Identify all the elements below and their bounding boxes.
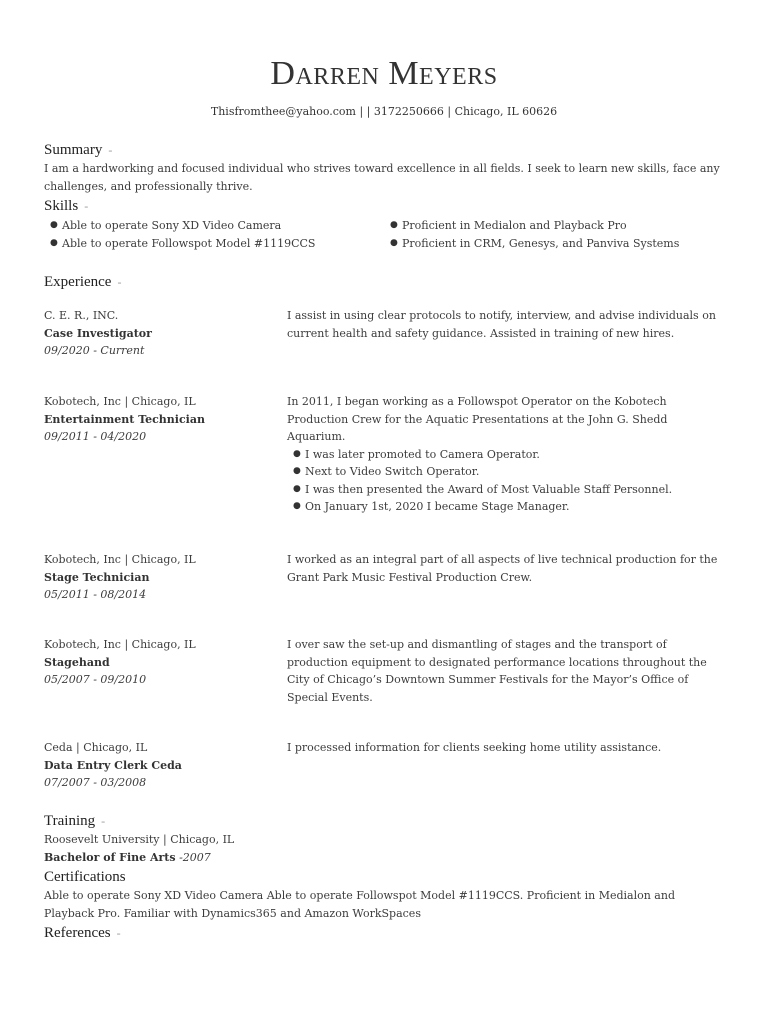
summary-heading xyxy=(44,140,112,160)
job-details xyxy=(287,393,724,516)
job-bullets xyxy=(287,446,724,516)
references-heading-dash: - xyxy=(116,926,121,940)
job-bullet: ● On January 1st, 2020 I became Stage Manager. xyxy=(287,498,724,516)
summary-text: I am a hardworking and focused individual who strives toward excellence in all fields. I seek to learn new skills, face any challenges, and professionally thrive. xyxy=(44,162,720,193)
skills-heading-label: Skills xyxy=(44,198,79,214)
job-dates: 07/2007 - 03/2008 xyxy=(44,776,147,789)
job-title: Entertainment Technician xyxy=(44,412,205,426)
skill-item: ● Able to operate Sony XD Video Camera xyxy=(44,217,315,235)
certifications-text: Able to operate Sony XD Video Camera Able to operate Followspot Model #1119CCS. Proficient in Medialon and Playback Pro. Familiar with Dynamics365 and Amazon WorkSpaces xyxy=(44,889,675,920)
skill-item: ● Proficient in CRM, Genesys, and Panviva Systems xyxy=(384,235,679,253)
job-meta xyxy=(44,551,284,604)
job-dates: 09/2011 - 04/2020 xyxy=(44,430,147,443)
job-bullet: ● I was later promoted to Camera Operator. xyxy=(287,446,724,464)
job-meta xyxy=(44,307,284,360)
job-meta xyxy=(44,393,284,446)
skills-heading-dash: - xyxy=(84,199,89,213)
job-details xyxy=(287,636,724,706)
job-details xyxy=(287,739,724,757)
job-description: I over saw the set-up and dismantling of stages and the transport of production equipment to designated performance locations throughout the City of Chicago’s Downtown Summer Festivals for the Mayor’s Office of Special Events. xyxy=(287,638,707,704)
job-description: I processed information for clients seeking home utility assistance. xyxy=(287,741,662,754)
job-dates: 05/2011 - 08/2014 xyxy=(44,588,147,601)
experience-heading-dash: - xyxy=(117,275,122,289)
references-heading xyxy=(44,923,121,943)
job-title: Stage Technician xyxy=(44,570,150,584)
job-company: Kobotech, Inc | Chicago, IL xyxy=(44,638,196,651)
experience-heading xyxy=(44,272,121,292)
training-entry xyxy=(44,831,724,866)
job-description: I assist in using clear protocols to notify, interview, and advise individuals on current health and safety guidance. Assisted in training of new hires. xyxy=(287,309,716,340)
certifications-heading xyxy=(44,867,126,887)
job-meta xyxy=(44,739,284,792)
job-description: I worked as an integral part of all aspects of live technical production for the Grant Park Music Festival Production Crew. xyxy=(287,553,718,584)
training-heading-dash: - xyxy=(101,814,106,828)
job-title: Case Investigator xyxy=(44,326,152,340)
skills-list-left xyxy=(44,217,315,252)
job-bullet: ● I was then presented the Award of Most Valuable Staff Personnel. xyxy=(287,481,724,499)
job-company: C. E. R., INC. xyxy=(44,309,119,322)
job-bullet: ● Next to Video Switch Operator. xyxy=(287,463,724,481)
job-dates: 09/2020 - Current xyxy=(44,344,145,357)
job-details xyxy=(287,551,724,586)
training-degree-line xyxy=(44,849,724,867)
job-company: Kobotech, Inc | Chicago, IL xyxy=(44,395,196,408)
training-school: Roosevelt University | Chicago, IL xyxy=(44,833,235,846)
skills-heading xyxy=(44,196,88,216)
references-heading-label: References xyxy=(44,925,111,941)
summary-heading-label: Summary xyxy=(44,142,103,158)
skills-list-right xyxy=(384,217,679,252)
job-title: Data Entry Clerk Ceda xyxy=(44,758,182,772)
training-heading xyxy=(44,811,105,831)
job-dates: 05/2007 - 09/2010 xyxy=(44,673,147,686)
certifications-heading-label: Certifications xyxy=(44,869,126,885)
job-meta xyxy=(44,636,284,689)
training-heading-label: Training xyxy=(44,813,96,829)
job-company: Ceda | Chicago, IL xyxy=(44,741,148,754)
summary-heading-dash: - xyxy=(108,143,113,157)
experience-heading-label: Experience xyxy=(44,274,112,290)
training-degree: Bachelor of Fine Arts xyxy=(44,850,176,864)
training-year: -2007 xyxy=(179,850,211,864)
job-company: Kobotech, Inc | Chicago, IL xyxy=(44,553,196,566)
job-title: Stagehand xyxy=(44,655,110,669)
skill-item: ● Proficient in Medialon and Playback Pro xyxy=(384,217,679,235)
candidate-name: Darren Meyers xyxy=(270,55,498,92)
contact-line: Thisfromthee@yahoo.com | | 3172250666 | Chicago, IL 60626 xyxy=(210,105,558,118)
job-details xyxy=(287,307,724,342)
job-description: In 2011, I began working as a Followspot Operator on the Kobotech Production Crew for the Aquatic Presentations at the John G. Shedd Aquarium. xyxy=(287,395,668,443)
skill-item: ● Able to operate Followspot Model #1119CCS xyxy=(44,235,315,253)
